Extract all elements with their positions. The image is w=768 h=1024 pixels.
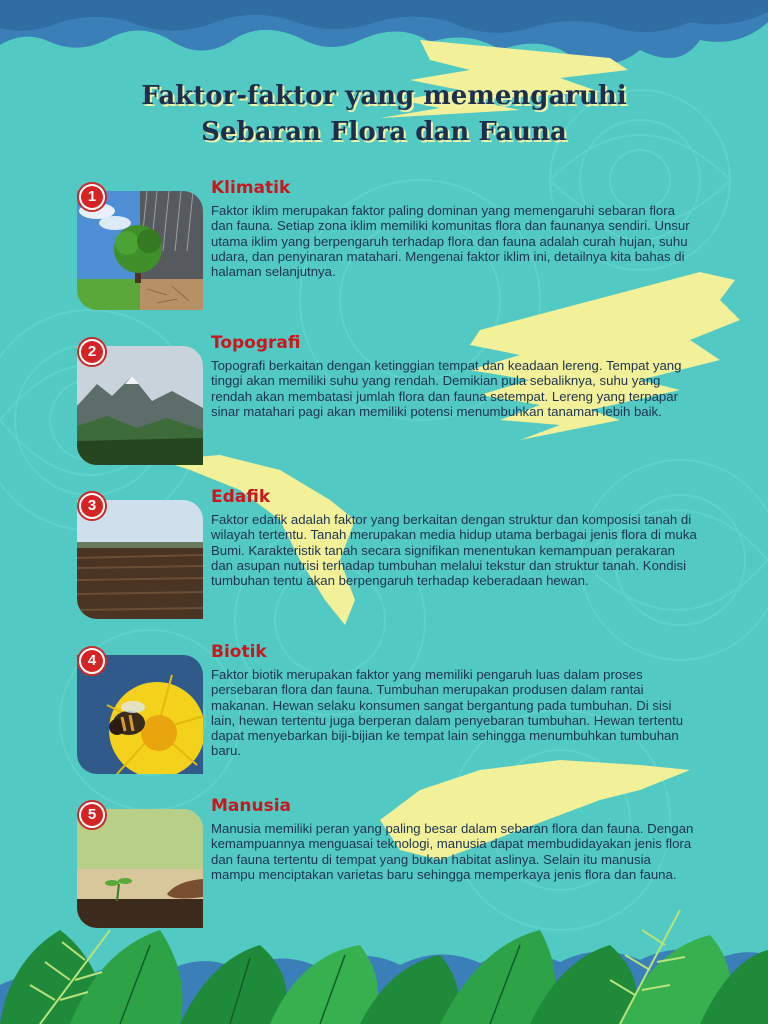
factor-heading: Topografi [211,333,301,353]
page-title [40,78,728,150]
factor-heading: Edafik [211,487,271,507]
factor-description: Faktor edafik adalah faktor yang berkaitan dengan struktur dan komposisi tanah di wilayah tertentu. Tanah merupakan media hidup utama berbagai jenis flora di muka Bumi. Karakteristik tanah secara signifikan menentukan kemampuan perakaran dan asupan nutrisi terhadap tumbuhan melalui tekstur dan struktur tanah. Kondisi tumbuhan tentu akan berpengaruh terhadap keberadaan hewan. [211,512,697,589]
factor-description: Faktor iklim merupakan faktor paling dominan yang memengaruhi sebaran flora dan fauna. Setiap zona iklim memiliki komunitas flora dan faunanya sendiri. Unsur utama iklim yang berpengaruh terhadap flora dan fauna adalah curah hujan, suhu udara, dan penyinaran matahari. Mengenai faktor iklim ini, detailnya kita bahas di halaman selanjutnya. [211,203,690,280]
number-badge: 5 [77,800,107,830]
factor-description: Manusia memiliki peran yang paling besar dalam sebaran flora dan fauna. Dengan kemampuannya menguasai teknologi, manusia dapat membudidayakan jenis flora dan fauna tertentu di tempat yang bukan habitat aslinya. Selain itu manusia mampu menciptakan varietas baru sehingga memperkaya jenis flora dan fauna. [211,821,694,882]
number-badge: 4 [77,646,107,676]
factor-description: Topografi berkaitan dengan ketinggian tempat dan keadaan lereng. Tempat yang tinggi akan memiliki suhu yang rendah. Demikian pula sebaliknya, suhu yang rendah akan membatasi jumlah flora dan fauna setempat. Lereng yang terpapar sinar matahari pagi akan memiliki potensi menumbuhkan tanaman lebih baik. [211,358,682,419]
factor-heading: Biotik [211,642,267,662]
number-badge: 3 [77,491,107,521]
factor-description: Faktor biotik merupakan faktor yang memiliki pengaruh luas dalam proses persebaran flora dan fauna. Tumbuhan merupakan produsen dalam rantai makanan. Hewan selaku konsumen sangat bergantung pada tumbuhan. Di sisi lain, hewan tertentu juga berperan dalam penyebaran tumbuhan. Hewan tertentu dapat menyebarkan biji-bijian ke tempat lain sehingga menumbuhkan tumbuhan baru. [211,667,684,759]
number-badge: 1 [77,182,107,212]
title-line-1: Faktor-faktor yang memengaruhi [141,81,627,111]
factor-heading: Manusia [211,796,292,816]
title-line-2: Sebaran Flora dan Fauna [201,117,567,147]
number-badge: 2 [77,337,107,367]
factor-heading: Klimatik [211,178,291,198]
